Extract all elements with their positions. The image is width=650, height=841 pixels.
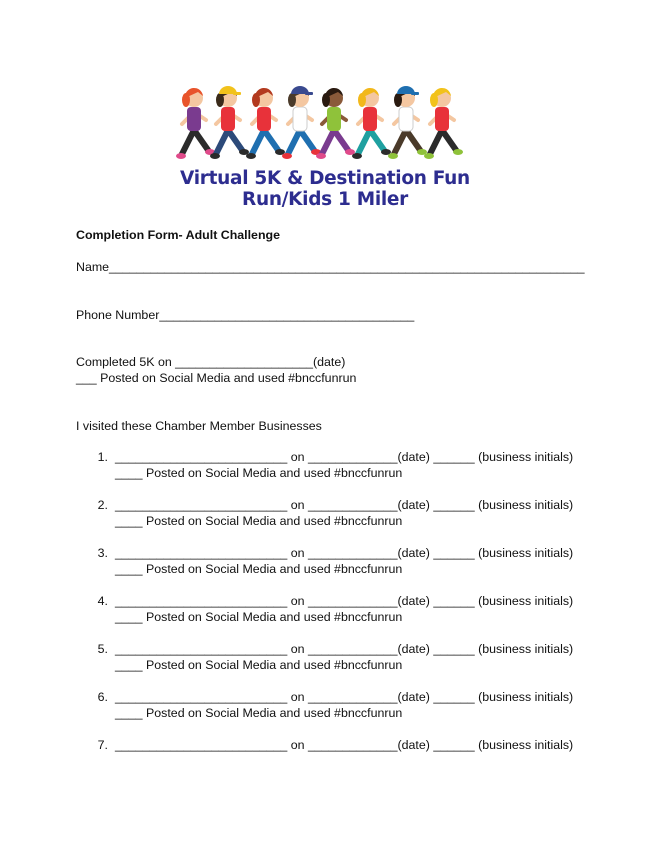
business-entry [76, 738, 576, 772]
business-posted-field[interactable]: ____ Posted on Social Media and used #bnccfunrun [115, 466, 403, 480]
business-entry-number: 2. [97, 498, 108, 512]
business-visit-field[interactable]: _________________________ on _____________(date) ______ (business initials) [115, 690, 574, 704]
business-posted-field[interactable]: ____ Posted on Social Media and used #bnccfunrun [115, 514, 403, 528]
business-entry [76, 498, 576, 532]
business-entry [76, 594, 576, 628]
business-visit-field[interactable]: _________________________ on _____________(date) ______ (business initials) [115, 642, 574, 656]
business-entry-number: 4. [97, 594, 108, 608]
running-kid-figure [424, 88, 463, 159]
running-kid-figure [210, 86, 249, 159]
business-posted-field[interactable]: ____ Posted on Social Media and used #bnccfunrun [115, 706, 403, 720]
name-field[interactable]: Name_____________________________________________________________________ [76, 260, 585, 274]
business-posted-field[interactable]: ____ Posted on Social Media and used #bnccfunrun [115, 610, 403, 624]
visited-businesses-label: I visited these Chamber Member Businesses [76, 419, 322, 433]
business-posted-field[interactable]: ____ Posted on Social Media and used #bnccfunrun [115, 658, 403, 672]
business-entry-number: 3. [97, 546, 108, 560]
event-title-line2: Run/Kids 1 Miler [242, 189, 408, 210]
event-title-line1: Virtual 5K & Destination Fun [180, 168, 470, 189]
form-heading: Completion Form- Adult Challenge [76, 228, 280, 242]
business-visit-field[interactable]: _________________________ on _____________(date) ______ (business initials) [115, 546, 574, 560]
running-kid-figure [316, 88, 355, 159]
running-kid-figure [388, 86, 427, 159]
business-entry [76, 546, 576, 580]
business-entry-number: 5. [97, 642, 108, 656]
business-entry [76, 642, 576, 676]
running-kid-figure [352, 88, 391, 159]
business-visit-field[interactable]: _________________________ on _____________(date) ______ (business initials) [115, 738, 574, 752]
business-visit-field[interactable]: _________________________ on _____________(date) ______ (business initials) [115, 450, 574, 464]
running-kid-figure [246, 88, 285, 159]
running-kid-figure [282, 86, 321, 159]
business-visit-field[interactable]: _________________________ on _____________(date) ______ (business initials) [115, 498, 574, 512]
business-visit-field[interactable]: _________________________ on _____________(date) ______ (business initials) [115, 594, 574, 608]
running-kid-figure [176, 88, 215, 159]
running-kids-illustration [170, 80, 486, 166]
business-entry-number: 6. [97, 690, 108, 704]
business-entry [76, 450, 576, 484]
posted-social-field[interactable]: ___ Posted on Social Media and used #bnccfunrun [76, 371, 357, 385]
completed-5k-field[interactable]: Completed 5K on ____________________(date) [76, 355, 346, 369]
phone-field[interactable]: Phone Number_____________________________________ [76, 308, 415, 322]
business-entry-number: 7. [97, 738, 108, 752]
business-posted-field[interactable]: ____ Posted on Social Media and used #bnccfunrun [115, 562, 403, 576]
business-entry-number: 1. [97, 450, 108, 464]
business-entry [76, 690, 576, 724]
